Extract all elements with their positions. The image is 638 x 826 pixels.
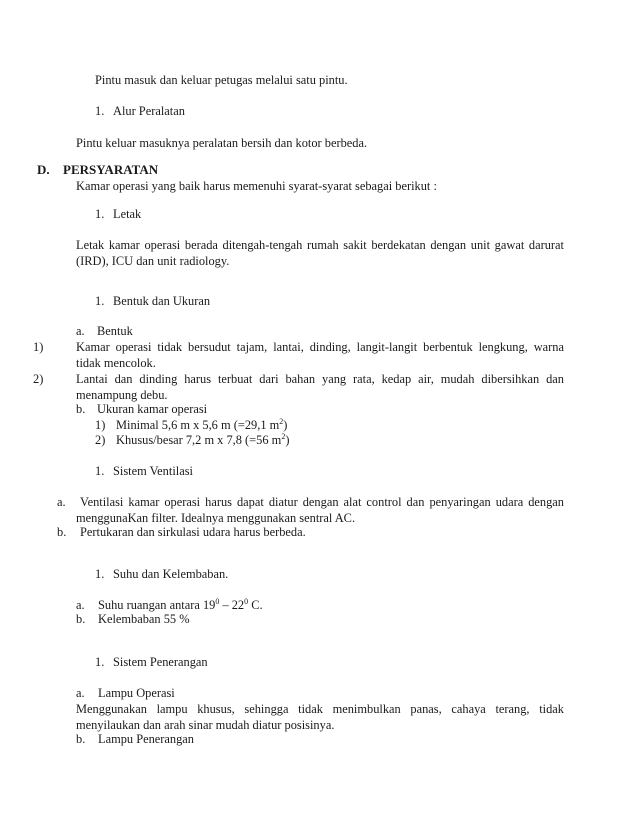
- heading-penerangan: Sistem Penerangan: [113, 655, 208, 669]
- temperature-text: Suhu ruangan antara $19^0 - 22^0$ C.: [98, 597, 263, 612]
- item-number: 1.: [95, 655, 105, 669]
- heading-letak: Letak: [113, 207, 142, 221]
- entrance-text: Pintu masuk dan keluar petugas melalui satu pintu.: [95, 73, 348, 87]
- subheading-bentuk: Bentuk: [97, 324, 133, 338]
- sub-letter: b.: [76, 732, 86, 746]
- item-number: 1.: [95, 207, 105, 221]
- item-number: 1.: [95, 294, 105, 308]
- sub-letter: b.: [76, 402, 86, 416]
- lamp-paragraph-line2: menyilaukan dan arah sinar mudah diatur posisinya.: [76, 718, 335, 732]
- humidity-text: Kelembaban 55 %: [98, 612, 190, 626]
- subheading-lampu-penerangan: Lampu Penerangan: [98, 732, 194, 746]
- heading-ventilasi: Sistem Ventilasi: [113, 464, 193, 478]
- air-exchange-text: Pertukaran dan sirkulasi udara harus berbeda.: [80, 525, 306, 539]
- list-item-2-line2: menampung debu.: [76, 388, 168, 402]
- size-large: Khusus/besar 7,2 m x 7,8 (=56 $m^2$): [116, 432, 290, 447]
- sub-letter: a.: [57, 495, 66, 509]
- ventilation-line1: Ventilasi kamar operasi harus dapat diatur dengan alat control dan penyaringan udara dengan: [80, 495, 564, 509]
- list-number: 1): [33, 340, 44, 354]
- section-title: PERSYARATAN: [63, 162, 159, 177]
- list-item-2-line1: Lantai dan dinding harus terbuat dari bahan yang rata, kedap air, mudah dibersihkan dan: [76, 372, 564, 386]
- heading-suhu: Suhu dan Kelembaban.: [113, 567, 229, 581]
- section-letter: D.: [37, 162, 50, 177]
- section-intro: Kamar operasi yang baik harus memenuhi syarat-syarat sebagai berikut :: [76, 179, 437, 193]
- subheading-ukuran: Ukuran kamar operasi: [97, 402, 208, 416]
- letak-paragraph-line2: (IRD), ICU dan unit radiology.: [76, 254, 230, 268]
- sub-letter: b.: [76, 612, 86, 626]
- list-number: 1): [95, 418, 106, 432]
- list-item-1-line1: Kamar operasi tidak bersudut tajam, lantai, dinding, langit-langit berbentuk lengkung, warna: [76, 340, 564, 354]
- heading-bentuk-ukuran: Bentuk dan Ukuran: [113, 294, 211, 308]
- list-number: 2): [95, 433, 106, 447]
- lamp-paragraph-line1: Menggunakan lampu khusus, sehingga tidak menimbulkan panas, cahaya terang, tidak: [76, 702, 564, 716]
- sub-letter: b.: [57, 525, 67, 539]
- size-minimal: Minimal 5,6 m x 5,6 m (=29,1 $m^2$): [116, 417, 288, 432]
- letak-paragraph-line1: Letak kamar operasi berada ditengah-tengah rumah sakit berdekatan dengan unit gawat darurat: [76, 238, 564, 252]
- item-number: 1.: [95, 464, 105, 478]
- list-number: 2): [33, 372, 44, 386]
- heading-alur-peralatan: Alur Peralatan: [113, 104, 185, 118]
- item-number: 1.: [95, 567, 105, 581]
- equipment-text: Pintu keluar masuknya peralatan bersih dan kotor berbeda.: [76, 136, 368, 150]
- subheading-lampu-operasi: Lampu Operasi: [98, 686, 175, 700]
- sub-letter: a.: [76, 686, 85, 700]
- list-item-1-line2: tidak mencolok.: [76, 356, 156, 370]
- ventilation-line2: menggunaKan filter. Idealnya menggunakan sentral AC.: [76, 511, 356, 525]
- item-number: 1.: [95, 104, 105, 118]
- sub-letter: a.: [76, 598, 85, 612]
- sub-letter: a.: [76, 324, 85, 338]
